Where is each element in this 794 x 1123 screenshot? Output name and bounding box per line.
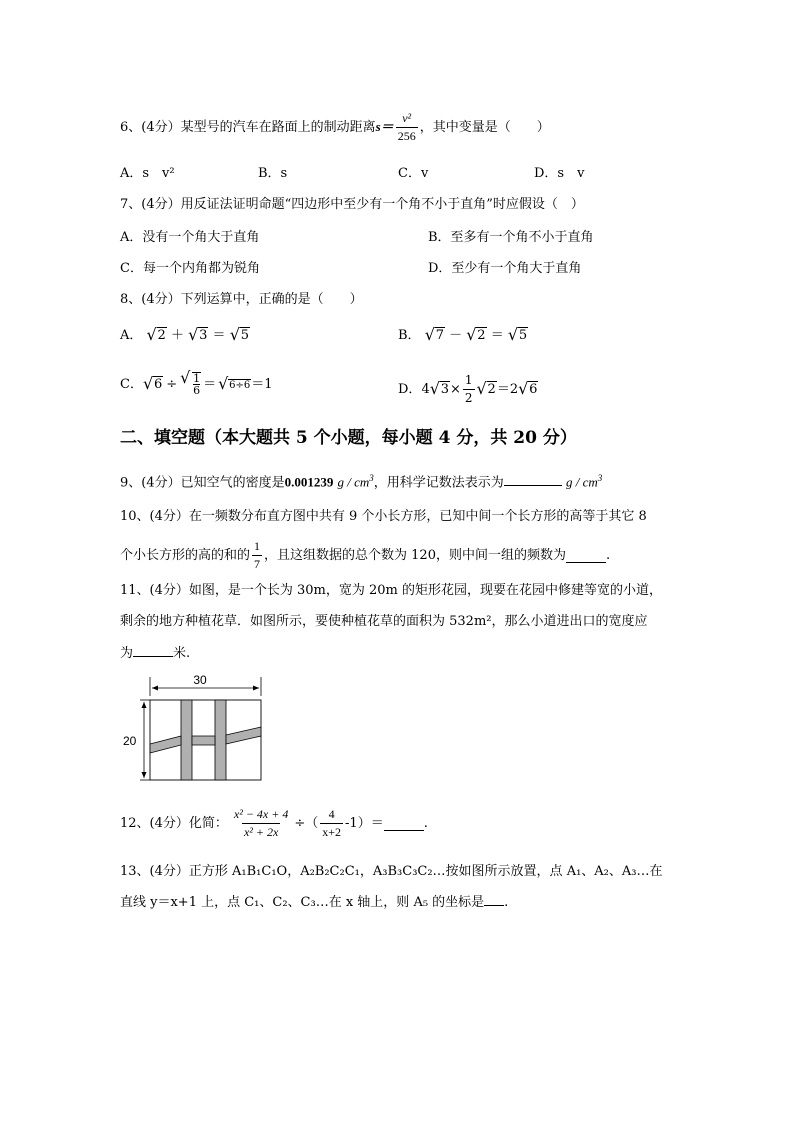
q6-option-c: C．v — [398, 166, 429, 181]
times-sign: × — [450, 382, 461, 398]
q12-stem — [120, 808, 428, 839]
section-title: 二、填空题（本大题共 5 个小题，每小题 4 分，共 20 分） — [120, 428, 577, 448]
q7-option-d: D．至少有一个角大于直角 — [428, 261, 582, 276]
q6-suffix: ，其中变量是（ ） — [419, 120, 550, 136]
arrow-right-icon — [253, 686, 259, 691]
q11-line2: 剩余的地方种植花草．如图所示，要使种植花草的面积为 532m²，那么小道进出口的宽度应 — [120, 614, 648, 629]
q7-stem: 7、(4分）用反证法证明命题“四边形中至少有一个角不小于直角”时应假设（ ） — [120, 197, 584, 212]
q7-option-c: C．每一个内角都为锐角 — [120, 261, 260, 276]
q6-option-a: A．s v² — [120, 166, 175, 181]
sqrt-6: √ 6 — [519, 383, 538, 396]
q12-fraction: $\frac{\text{x² − 4x + 4}}{\text{x² + 2x}}$ — [233, 807, 289, 840]
path-vertical-2 — [215, 700, 226, 780]
q8-a-label: A． — [120, 328, 143, 343]
height-label: 20 — [123, 734, 137, 748]
q9-unit: g / cm — [337, 474, 370, 490]
q9-unit2-exp: 3 — [597, 473, 603, 483]
q11-answer-blank — [133, 656, 173, 657]
q8-b-label: B． — [398, 328, 421, 343]
q12-end: . — [423, 816, 428, 832]
sqrt-3: √ 3 — [189, 329, 208, 342]
q10-line2 — [120, 540, 610, 571]
minus-sign: － — [449, 328, 463, 343]
sqrt-5: √ 5 — [509, 329, 528, 342]
q10-answer-blank — [566, 549, 606, 563]
q9-answer-blank — [504, 485, 562, 486]
q9-middle: ，用科学记数法表示为 — [373, 475, 504, 491]
arrow-down-icon — [142, 772, 147, 778]
q12-inner-fraction: $\frac{4}{x+2}$ — [322, 807, 342, 840]
equals-sign: ＝ — [212, 328, 226, 343]
q8-c-label: C． — [120, 376, 143, 392]
sqrt-2: √ 2 — [467, 329, 486, 342]
sqrt-one-sixth: √ $\frac{1}{6}$ — [181, 372, 201, 396]
q9-stem — [120, 474, 602, 489]
sqrt-6: √ 6 — [144, 378, 163, 391]
q11-line3 — [120, 647, 190, 660]
path-vertical-1 — [181, 700, 192, 780]
q6-option-d: D．s v — [534, 166, 585, 181]
sqrt-2: √ 2 — [148, 329, 167, 342]
plus-sign: ＋ — [170, 328, 184, 343]
q9-prefix: 9、(4分）已知空气的密度是 — [120, 475, 285, 491]
q9-unit-exp: 3 — [369, 473, 374, 483]
q8-option-a — [120, 329, 250, 342]
q13-line2 — [120, 896, 508, 909]
path-slant-2 — [192, 736, 215, 745]
equals-sign: ＝ — [490, 328, 504, 343]
q13-line2-text: 直线 y＝x+1 上，点 C₁、C₂、C₃…在 x 轴上，则 A₅ 的坐标是 — [120, 895, 485, 910]
q12-answer-blank — [384, 817, 424, 831]
divide-sign: ÷ — [166, 376, 178, 392]
q10-fraction: $\frac{1}{7}$ — [254, 539, 261, 572]
coef-4: 4 — [421, 382, 430, 398]
q11-line3-b: 米. — [173, 646, 191, 661]
garden-figure — [118, 672, 278, 782]
q13-answer-blank — [484, 905, 504, 906]
sqrt-3: √ 3 — [431, 383, 450, 396]
q12-inner-tail: -1）＝ — [345, 816, 384, 832]
equals-two: ＝2 — [496, 382, 519, 398]
q12-div: ÷（ — [294, 816, 319, 832]
q10-end: . — [605, 548, 611, 564]
q6-numerator: v² — [402, 111, 412, 125]
q10-line2-b: ，且这组数据的总个数为 120，则中间一组的频数为 — [264, 548, 566, 564]
q10-line2-a: 个小长方形的高的和的 — [120, 548, 251, 564]
sqrt-6-div-6: √ 6÷6 — [219, 378, 251, 391]
q13-line1: 13、(4分）正方形 A₁B₁C₁O，A₂B₂C₂C₁，A₃B₃C₃C₂…按如图所示放置，点 A₁、A₂、A₃…在 — [120, 864, 663, 879]
q6-fraction — [396, 112, 418, 143]
sqrt-7: √ 7 — [426, 329, 445, 342]
q8-option-d — [398, 374, 538, 405]
q8-stem: 8、(4分）下列运算中，正确的是（ ） — [120, 292, 363, 307]
q8-d-label: D． — [398, 382, 422, 398]
q9-unit2: g / cm — [565, 474, 598, 490]
q7-option-a: A．没有一个角大于直角 — [120, 230, 260, 245]
q9-value: 0.001239 — [284, 474, 334, 490]
q6-denominator: 256 — [397, 129, 416, 144]
width-label: 30 — [193, 673, 207, 687]
q11-line1: 11、(4分）如图，是一个长为 30m，宽为 20m 的矩形花园，现要在花园中修建等宽的小道， — [120, 583, 663, 598]
sqrt-2: √ 2 — [478, 383, 497, 396]
arrow-up-icon — [142, 702, 147, 708]
half-fraction: $\frac{1}{2}$ — [464, 373, 473, 406]
equals-one: ＝1 — [251, 376, 273, 392]
q6-stem — [120, 112, 550, 143]
q11-line3-a: 为 — [120, 646, 134, 661]
arrow-left-icon — [152, 686, 158, 691]
q7-option-b: B．至多有一个角不小于直角 — [428, 230, 594, 245]
equals-sign: ＝ — [203, 376, 217, 392]
sqrt-5: √ 5 — [231, 329, 250, 342]
q8-option-b — [398, 329, 528, 342]
q13-end: . — [504, 895, 509, 910]
q12-prefix: 12、(4分）化简： — [120, 816, 228, 832]
q6-prefix: 6、(4分）某型号的汽车在路面上的制动距离 — [120, 120, 376, 136]
q10-line1: 10、(4分）在一频数分布直方图中共有 9 个小长方形，已知中间一个长方形的高等于其它 8 — [120, 509, 647, 524]
q6-option-b: B．s — [258, 166, 288, 181]
q6-lhs: s＝ — [375, 119, 394, 135]
q8-option-c — [120, 372, 273, 396]
